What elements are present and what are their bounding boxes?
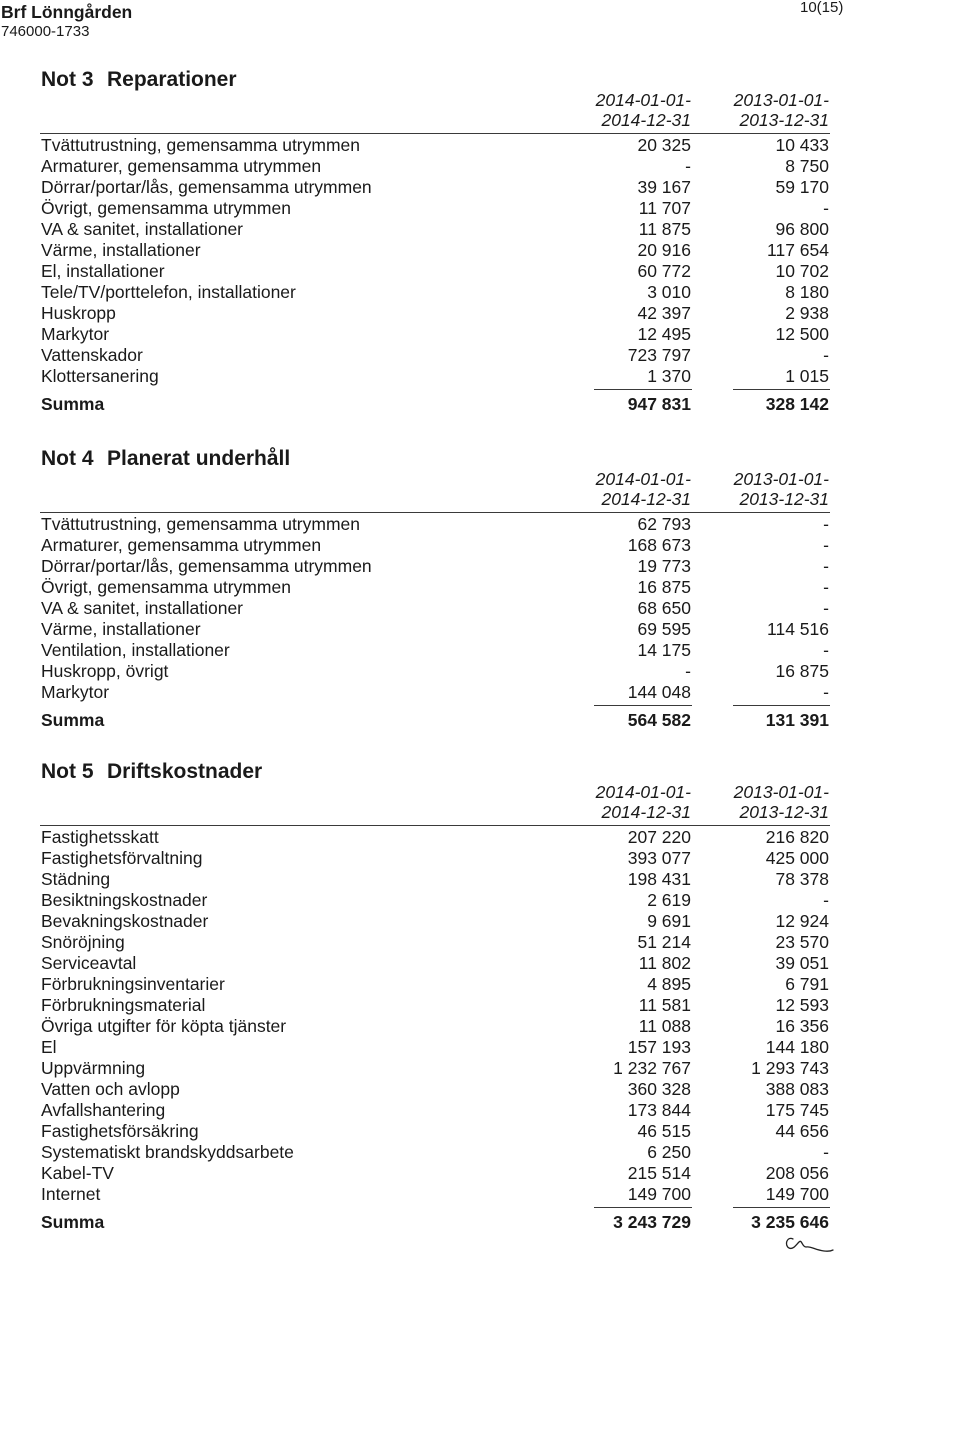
row-label: Markytor — [41, 682, 110, 702]
total-row — [0, 710, 960, 731]
row-label: Vattenskador — [41, 345, 143, 365]
row-label: Snöröjning — [41, 932, 125, 952]
row-label: Serviceavtal — [41, 953, 137, 973]
table-row — [0, 911, 960, 932]
value-current-year: 215 514 — [627, 1163, 691, 1183]
value-previous-year: 12 593 — [775, 995, 829, 1015]
value-previous-year: - — [823, 577, 829, 597]
row-label: Förbrukningsmaterial — [41, 995, 206, 1015]
table-row — [0, 282, 960, 303]
total-current-year: 3 243 729 — [613, 1212, 691, 1232]
value-current-year: 20 325 — [637, 135, 691, 155]
value-previous-year: 10 433 — [775, 135, 829, 155]
column-header-current-from: 2014-01-01- — [595, 90, 691, 110]
value-previous-year: 1 015 — [785, 366, 829, 386]
header-rule — [40, 133, 830, 134]
value-current-year: 11 088 — [638, 1016, 691, 1036]
table-row — [0, 261, 960, 282]
value-current-year: 168 673 — [627, 535, 691, 555]
value-previous-year: 78 378 — [775, 869, 829, 889]
value-previous-year: - — [823, 535, 829, 555]
column-header-current-to: 2014-12-31 — [601, 802, 691, 822]
value-current-year: 51 214 — [637, 932, 691, 952]
table-row — [0, 953, 960, 974]
value-current-year: 198 431 — [627, 869, 691, 889]
value-previous-year: 2 938 — [785, 303, 829, 323]
note-number: Not 3 — [41, 68, 94, 91]
column-header-current-to: 2014-12-31 — [601, 489, 691, 509]
value-previous-year: 388 083 — [765, 1079, 829, 1099]
total-label: Summa — [41, 394, 105, 414]
value-current-year: 11 802 — [638, 953, 691, 973]
table-row — [0, 1079, 960, 1100]
row-label: Övriga utgifter för köpta tjänster — [41, 1016, 287, 1036]
value-previous-year: - — [823, 1142, 829, 1162]
table-row — [0, 535, 960, 556]
value-current-year: 1 232 767 — [613, 1058, 691, 1078]
value-previous-year: - — [823, 198, 829, 218]
column-header-current-to: 2014-12-31 — [601, 110, 691, 130]
organisation-number: 746000-1733 — [1, 23, 90, 40]
row-label: Övrigt, gemensamma utrymmen — [41, 577, 291, 597]
value-current-year: 11 707 — [638, 198, 691, 218]
table-row — [0, 1184, 960, 1205]
value-current-year: 9 691 — [647, 911, 691, 931]
row-label: Markytor — [41, 324, 110, 344]
table-row — [0, 556, 960, 577]
sum-underline — [594, 1207, 692, 1208]
table-row — [0, 198, 960, 219]
total-previous-year: 328 142 — [765, 394, 829, 414]
table-row — [0, 240, 960, 261]
table-row — [0, 974, 960, 995]
value-previous-year: 425 000 — [765, 848, 829, 868]
column-header-previous-from: 2013-01-01- — [733, 782, 829, 802]
row-label: Huskropp, övrigt — [41, 661, 169, 681]
value-previous-year: 59 170 — [775, 177, 829, 197]
value-previous-year: - — [823, 640, 829, 660]
row-label: Tvättutrustning, gemensamma utrymmen — [41, 514, 361, 534]
value-current-year: 4 895 — [647, 974, 691, 994]
value-current-year: 3 010 — [647, 282, 691, 302]
row-label: Bevakningskostnader — [41, 911, 209, 931]
value-previous-year: 10 702 — [775, 261, 829, 281]
value-previous-year: 6 791 — [785, 974, 829, 994]
row-label: Dörrar/portar/lås, gemensamma utrymmen — [41, 556, 372, 576]
column-header-previous-to: 2013-12-31 — [739, 802, 829, 822]
value-previous-year: - — [823, 345, 829, 365]
row-label: VA & sanitet, installationer — [41, 598, 244, 618]
table-row — [0, 514, 960, 535]
value-current-year: 1 370 — [647, 366, 691, 386]
value-current-year: 11 581 — [638, 995, 691, 1015]
table-row — [0, 1142, 960, 1163]
row-label: Besiktningskostnader — [41, 890, 208, 910]
note-title: Reparationer — [107, 68, 237, 91]
column-header-previous-to: 2013-12-31 — [739, 110, 829, 130]
sum-underline — [594, 705, 692, 706]
row-label: Klottersanering — [41, 366, 159, 386]
table-row — [0, 366, 960, 387]
row-label: Fastighetsförsäkring — [41, 1121, 199, 1141]
value-current-year: 723 797 — [627, 345, 691, 365]
value-previous-year: - — [823, 556, 829, 576]
note-title: Driftskostnader — [107, 760, 263, 783]
value-previous-year: 144 180 — [765, 1037, 829, 1057]
table-row — [0, 1163, 960, 1184]
table-row — [0, 177, 960, 198]
note-number: Not 4 — [41, 447, 94, 470]
value-current-year: 69 595 — [637, 619, 691, 639]
value-previous-year: 216 820 — [765, 827, 829, 847]
value-current-year: 19 773 — [637, 556, 691, 576]
row-label: Avfallshantering — [41, 1100, 166, 1120]
table-row — [0, 1100, 960, 1121]
table-row — [0, 1037, 960, 1058]
value-current-year: 2 619 — [647, 890, 691, 910]
value-previous-year: 8 180 — [785, 282, 829, 302]
table-row — [0, 577, 960, 598]
value-current-year: 46 515 — [637, 1121, 691, 1141]
table-row — [0, 661, 960, 682]
value-current-year: - — [685, 156, 691, 176]
row-label: Städning — [41, 869, 111, 889]
row-label: Internet — [41, 1184, 101, 1204]
value-current-year: 393 077 — [627, 848, 691, 868]
total-label: Summa — [41, 1212, 105, 1232]
value-previous-year: 12 924 — [775, 911, 829, 931]
value-current-year: 360 328 — [627, 1079, 691, 1099]
table-row — [0, 848, 960, 869]
row-label: VA & sanitet, installationer — [41, 219, 244, 239]
signature — [780, 1230, 840, 1258]
column-header-previous-to: 2013-12-31 — [739, 489, 829, 509]
total-label: Summa — [41, 710, 105, 730]
table-row — [0, 682, 960, 703]
table-row — [0, 1058, 960, 1079]
value-current-year: 39 167 — [637, 177, 691, 197]
value-current-year: 42 397 — [637, 303, 691, 323]
value-current-year: 20 916 — [637, 240, 691, 260]
value-previous-year: - — [823, 598, 829, 618]
value-current-year: 207 220 — [627, 827, 691, 847]
table-row — [0, 598, 960, 619]
row-label: Armaturer, gemensamma utrymmen — [41, 535, 322, 555]
row-label: Fastighetsförvaltning — [41, 848, 203, 868]
value-previous-year: 16 356 — [775, 1016, 829, 1036]
value-current-year: 157 193 — [627, 1037, 691, 1057]
row-label: Systematiskt brandskyddsarbete — [41, 1142, 294, 1162]
table-row — [0, 219, 960, 240]
value-previous-year: - — [823, 890, 829, 910]
value-current-year: 12 495 — [637, 324, 691, 344]
sum-underline — [594, 389, 692, 390]
value-current-year: 6 250 — [647, 1142, 691, 1162]
note-title: Planerat underhåll — [107, 447, 291, 470]
column-header-current-from: 2014-01-01- — [595, 469, 691, 489]
total-previous-year: 131 391 — [765, 710, 829, 730]
table-row — [0, 995, 960, 1016]
row-label: Ventilation, installationer — [41, 640, 230, 660]
header-rule — [40, 825, 830, 826]
value-current-year: 144 048 — [627, 682, 691, 702]
value-previous-year: 96 800 — [775, 219, 829, 239]
value-previous-year: 8 750 — [785, 156, 829, 176]
value-previous-year: - — [823, 514, 829, 534]
value-current-year: 60 772 — [637, 261, 691, 281]
row-label: Fastighetsskatt — [41, 827, 159, 847]
row-label: Vatten och avlopp — [41, 1079, 180, 1099]
row-label: Huskropp — [41, 303, 116, 323]
value-previous-year: 149 700 — [765, 1184, 829, 1204]
row-label: Tele/TV/porttelefon, installationer — [41, 282, 296, 302]
column-header-previous-from: 2013-01-01- — [733, 469, 829, 489]
row-label: Uppvärmning — [41, 1058, 146, 1078]
total-previous-year: 3 235 646 — [751, 1212, 829, 1232]
row-label: Dörrar/portar/lås, gemensamma utrymmen — [41, 177, 372, 197]
row-label: Kabel-TV — [41, 1163, 114, 1183]
table-row — [0, 303, 960, 324]
row-label: Tvättutrustning, gemensamma utrymmen — [41, 135, 361, 155]
row-label: Värme, installationer — [41, 619, 201, 639]
table-row — [0, 827, 960, 848]
column-header-current-from: 2014-01-01- — [595, 782, 691, 802]
note-number: Not 5 — [41, 760, 94, 783]
value-previous-year: 117 654 — [767, 240, 829, 260]
table-row — [0, 345, 960, 366]
organisation-name: Brf Lönngården — [1, 2, 133, 22]
row-label: El, installationer — [41, 261, 165, 281]
value-current-year: 16 875 — [637, 577, 691, 597]
value-current-year: 173 844 — [627, 1100, 691, 1120]
table-row — [0, 156, 960, 177]
value-current-year: 11 875 — [638, 219, 691, 239]
table-row — [0, 640, 960, 661]
value-previous-year: 114 516 — [767, 619, 829, 639]
table-row — [0, 135, 960, 156]
total-current-year: 564 582 — [627, 710, 691, 730]
table-row — [0, 869, 960, 890]
value-previous-year: - — [823, 682, 829, 702]
value-current-year: - — [685, 661, 691, 681]
value-previous-year: 12 500 — [775, 324, 829, 344]
sum-underline — [733, 705, 830, 706]
column-header-previous-from: 2013-01-01- — [733, 90, 829, 110]
row-label: Armaturer, gemensamma utrymmen — [41, 156, 322, 176]
value-previous-year: 175 745 — [765, 1100, 829, 1120]
row-label: Förbrukningsinventarier — [41, 974, 225, 994]
value-current-year: 149 700 — [627, 1184, 691, 1204]
table-row — [0, 619, 960, 640]
value-previous-year: 1 293 743 — [751, 1058, 829, 1078]
value-previous-year: 39 051 — [775, 953, 829, 973]
table-row — [0, 324, 960, 345]
value-current-year: 68 650 — [637, 598, 691, 618]
row-label: Värme, installationer — [41, 240, 201, 260]
table-row — [0, 1121, 960, 1142]
sum-underline — [733, 1207, 830, 1208]
table-row — [0, 932, 960, 953]
value-previous-year: 208 056 — [765, 1163, 829, 1183]
sum-underline — [733, 389, 830, 390]
page-number: 10(15) — [800, 0, 844, 16]
table-row — [0, 890, 960, 911]
row-label: El — [41, 1037, 57, 1057]
total-current-year: 947 831 — [627, 394, 691, 414]
value-current-year: 62 793 — [637, 514, 691, 534]
header-rule — [40, 512, 830, 513]
row-label: Övrigt, gemensamma utrymmen — [41, 198, 291, 218]
value-previous-year: 16 875 — [775, 661, 829, 681]
value-current-year: 14 175 — [637, 640, 691, 660]
total-row — [0, 394, 960, 415]
value-previous-year: 23 570 — [775, 932, 829, 952]
value-previous-year: 44 656 — [775, 1121, 829, 1141]
table-row — [0, 1016, 960, 1037]
